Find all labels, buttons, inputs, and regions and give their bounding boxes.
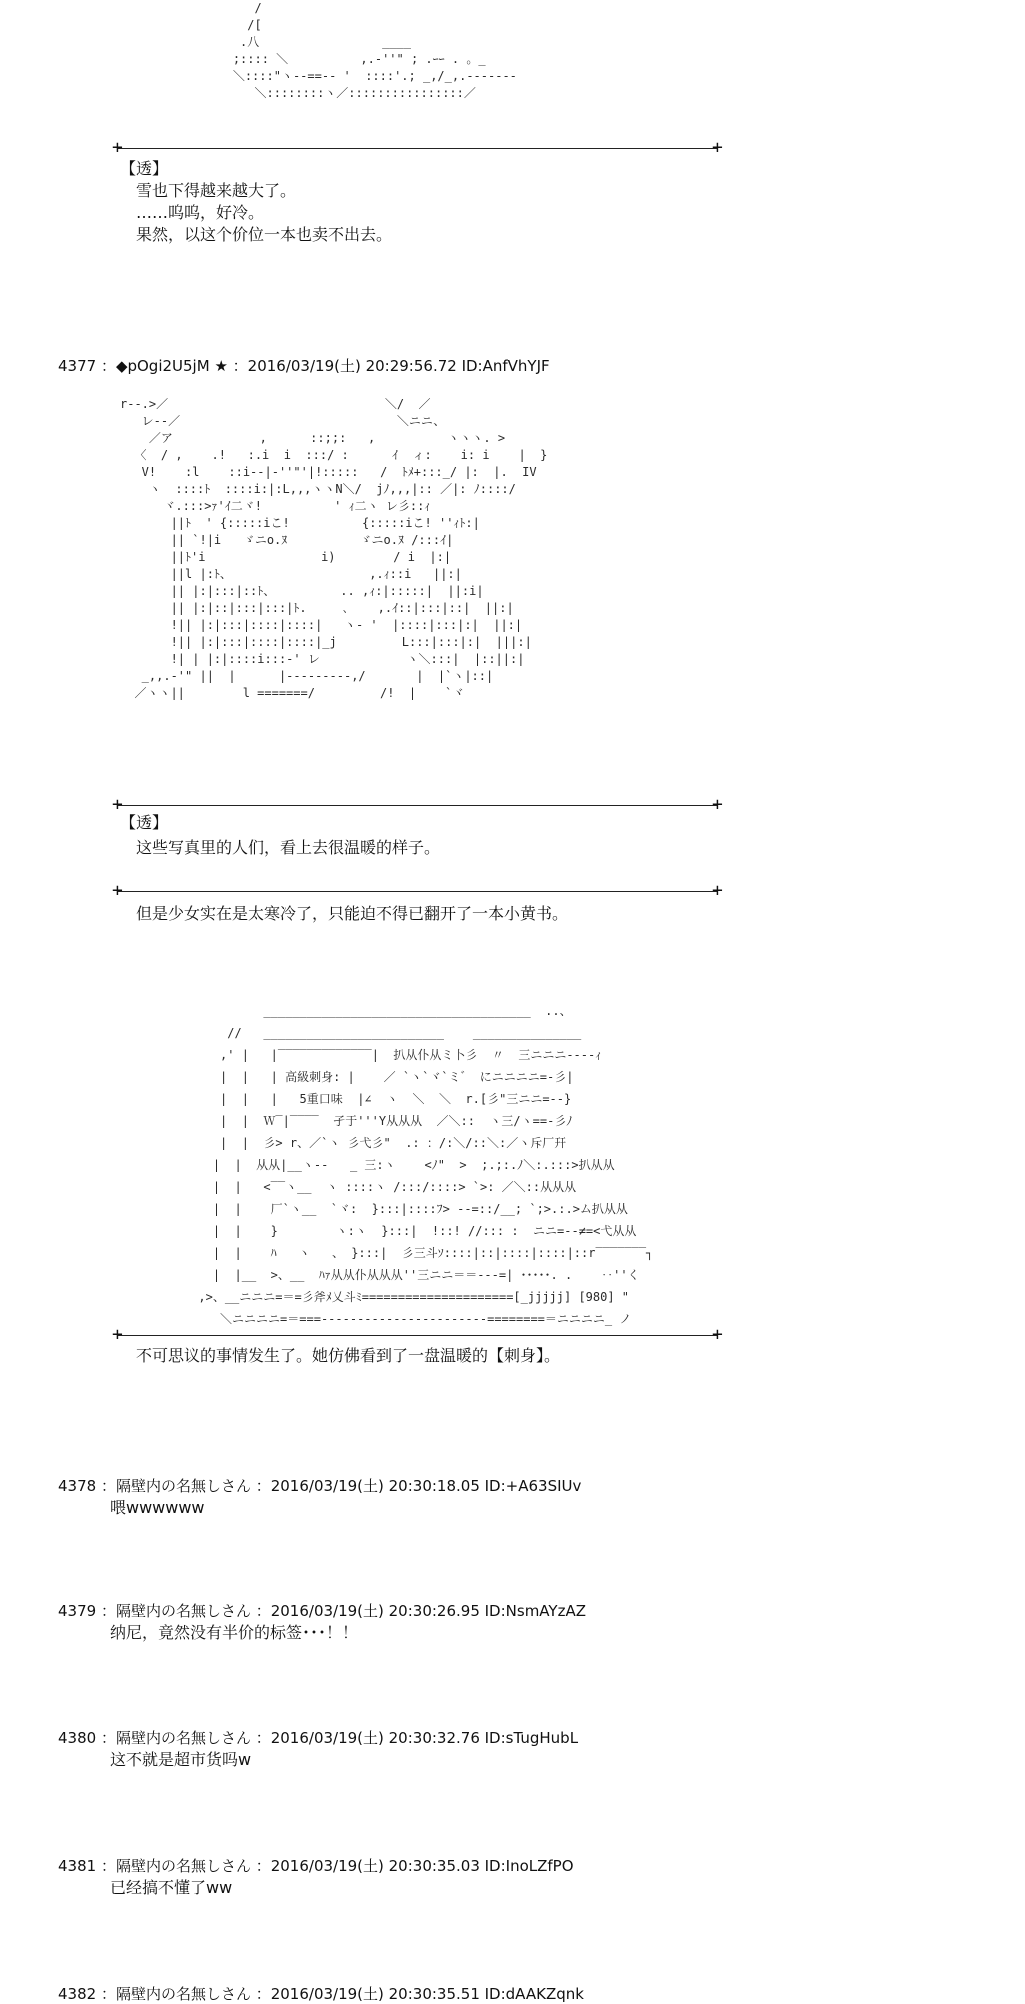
post-header: 4382 ：隔壁内の名無しさん ：2016/03/19(土) 20:30:35.51 ID:dAAKZqnk — [58, 1985, 584, 2003]
ascii-art-girl: r--.>／ ＼/ ／ レ--／ ＼ニニ、 ／ア , ::;;: , ヽヽヽ. > 〈 / , .! :.i i :::/ : ｲ ィ: i: i | } V! :l ::i--|-''"'|!::::: / ﾄﾒ+:::_/ |: |. IV ヽ ::::ﾄ ::::i:|:L,,,ヽヽN＼/ jﾉ,,,|:: ／|: ﾉ::::/ ヾ.:::>ｧ'ｲ二ヾ! ' ｨ二ヽ レ彡::ｨ ||ﾄ ' {:::::iこ! {:::::iこ! ''ｨﾄ:| || `!|i ゞニo.ﾇ ゞニo.ﾇ /:::ｲ| ||ﾄ'i i) / i |:| ||l |:ﾄ、 ,.ｨ::i ||:| || |:|:::|::ﾄ、 .. ,ｨ:|:::::| ||:i| || |:|::|:::|:::|ﾄ. ､ ,.ｲ::|:::|::| ||:| !|| |:|:::|::::|::::| ヽ- ' |::::|:::|:| ||:| !|| |:|:::|::::|::::|_j L:::|:::|:| |||:| !| | |:|::::i:::-' レ ヽ＼:::| |::||:| _,,.-'" || | |---------,/ | |`ヽ|::| ／ヽヽ|| l =======/ /! | `ヾ — [120, 397, 548, 700]
post-header: 4381 ：隔壁内の名無しさん ：2016/03/19(土) 20:30:35.03 ID:InoLZfPO — [58, 1857, 574, 1875]
post-header: 4377 ：◆pOgi2U5jM ★ ：2016/03/19(土) 20:29:56.72 ID:AnfVhYJF — [58, 357, 550, 375]
narration-line: 果然，以这个价位一本也卖不出去。 — [136, 225, 393, 244]
narration-line: 雪也下得越来越大了。 — [136, 181, 297, 200]
divider-cross-left: + — [112, 1324, 123, 1345]
divider-cross-right: + — [712, 880, 723, 901]
narration-line: 不可思议的事情发生了。她仿佛看到了一盘温暖的【刺身】。 — [136, 1346, 561, 1365]
narration-tag: 【透】 — [120, 813, 169, 832]
post-header: 4380 ：隔壁内の名無しさん ：2016/03/19(土) 20:30:32.76 ID:sTugHubL — [58, 1729, 579, 1747]
divider — [118, 891, 718, 892]
ascii-art-book: _____________________________________ ..、 // _________________________ _______________ ,' | |‾‾‾‾‾‾‾‾‾‾‾‾‾| 扒从仆从ミ卜彡 〃 三ニニニ----ｨ | | | 高級刺身: | ／ `ヽ`ヾ`ミ゛ にニニニニ=-彡| | | | 5重口味 |∠ ヽ ＼ ＼ r.[彡"三ニニ=--} | | Ｗ‾|‾‾‾‾ 孑于'''Y从从从 ／＼:: ヽ三/ヽ==-彡ﾉ | | 彡> r、／`ヽ 彡弋彡" .: ：/:＼/::＼:／ヽ斥厂幵 | | 从从|__ヽ-- _ 三:ヽ <ﾉ" > ;.;:.ﾉ＼:.:::>扒从从 | | <‾‾ヽ__ ヽ ::::ヽ /:::/::::> `>: ／＼::从从从 | | 厂`ヽ__ `ヾ: }:::|::::ﾌ> --=::/__; `;>.:.>ム扒从从 | | } ヽ:ヽ }:::| !::! //::: : ニニ=--≠=<弋从从 | | ﾊ ヽ 、 }:::| 彡三斗ｿ::::|::|::::|::::|::r‾‾‾‾‾‾‾┐ | |__ >、__ ﾊｧ从从仆从从从''三ニニ＝＝---=| ･････. . ‥''く ,>、__ニニニ=＝=彡斧ﾒ乂斗ﾐ=====================[_jjjjj] [980] " ＼ニニニニ=＝===-----------------------========＝ニニニニ_ ノ — [198, 1004, 654, 1326]
divider — [118, 1335, 718, 1336]
divider-cross-right: + — [712, 137, 723, 158]
post-body: 已经搞不懂了ww — [110, 1878, 233, 1897]
narration-line: ……呜呜，好冷。 — [136, 203, 265, 222]
post-header: 4378 ：隔壁内の名無しさん ：2016/03/19(土) 20:30:18.05 ID:+A63SIUv — [58, 1477, 582, 1495]
post-header: 4379 ：隔壁内の名無しさん ：2016/03/19(土) 20:30:26.95 ID:NsmAYzAZ — [58, 1602, 586, 1620]
narration-line: 但是少女实在是太寒冷了，只能迫不得已翻开了一本小黄书。 — [136, 904, 569, 923]
divider — [118, 805, 718, 806]
post-body: 这不就是超市货吗w — [110, 1750, 252, 1769]
narration-tag: 【透】 — [120, 159, 169, 178]
post-body: 喂wwwwww — [110, 1498, 205, 1517]
ascii-art-snow: / /[ .八 ____ ;:::: ＼ ,.-''" ; .ｰｰ . 。_ ＼::::"ヽ--==-- ' ::::'.; _,/_,.------- ＼::::::::ヽ／::::::::::::::::／ — [232, 1, 517, 100]
divider-cross-left: + — [112, 137, 123, 158]
divider-cross-right: + — [712, 794, 723, 815]
narration-line: 这些写真里的人们，看上去很温暖的样子。 — [136, 838, 441, 857]
divider-cross-left: + — [112, 880, 123, 901]
divider-cross-right: + — [712, 1324, 723, 1345]
divider-cross-left: + — [112, 794, 123, 815]
divider — [118, 148, 718, 149]
post-body: 纳尼，竟然没有半价的标签･･･！！ — [110, 1623, 359, 1642]
